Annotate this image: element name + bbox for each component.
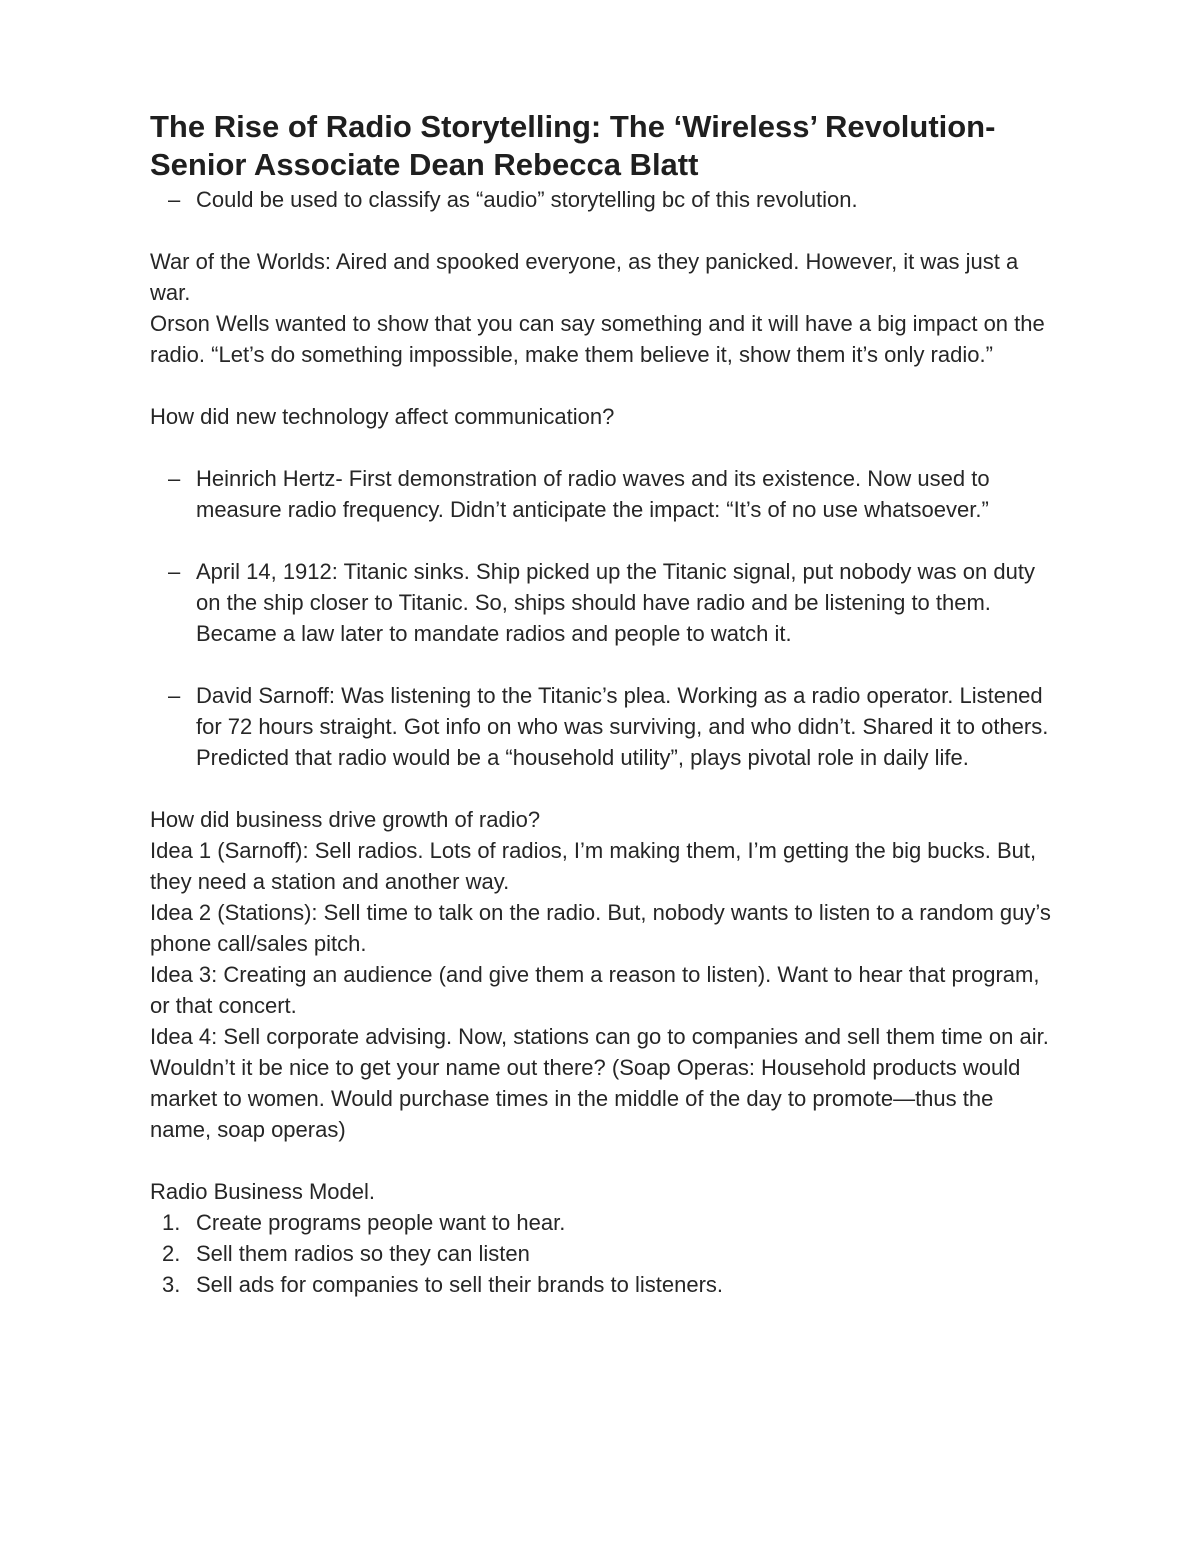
model-item-text: Create programs people want to hear.	[196, 1210, 566, 1235]
tech-item-text: Heinrich Hertz- First demonstration of radio waves and its existence. Now used to measure radio frequency. Didn’t anticipate the impact: “It’s of no use whatsoever.”	[196, 466, 990, 522]
dash-bullet: –	[168, 683, 181, 708]
model-item-text: Sell them radios so they can listen	[196, 1241, 530, 1266]
document-title: The Rise of Radio Storytelling: The ‘Wireless’ Revolution- Senior Associate Dean Rebecca Blatt	[150, 109, 996, 182]
list-number: 1.	[162, 1210, 181, 1235]
list-item	[150, 1238, 1055, 1269]
intro-list	[150, 184, 1055, 215]
business-question: How did business drive growth of radio?	[150, 807, 541, 832]
tech-list	[150, 463, 1055, 773]
list-number: 2.	[162, 1241, 181, 1266]
idea-paragraph: Idea 3: Creating an audience (and give them a reason to listen). Want to hear that program, or that concert.	[150, 962, 1040, 1018]
dash-bullet: –	[168, 187, 181, 212]
list-item	[150, 556, 1055, 649]
list-number: 3.	[162, 1272, 181, 1297]
idea-paragraph: Idea 1 (Sarnoff): Sell radios. Lots of radios, I’m making them, I’m getting the big bucks. But, they need a station and another way.	[150, 838, 1037, 894]
dash-bullet: –	[168, 559, 181, 584]
list-item	[150, 680, 1055, 773]
list-item	[150, 1207, 1055, 1238]
orson-wells-paragraph: Orson Wells wanted to show that you can say something and it will have a big impact on the radio. “Let’s do something impossible, make them believe it, show them it’s only radio.”	[150, 311, 1045, 367]
war-of-worlds-paragraph: War of the Worlds: Aired and spooked everyone, as they panicked. However, it was just a war.	[150, 249, 1019, 305]
model-list	[150, 1207, 1055, 1300]
model-item-text: Sell ads for companies to sell their brands to listeners.	[196, 1272, 724, 1297]
model-heading: Radio Business Model.	[150, 1179, 376, 1204]
idea-paragraph: Idea 4: Sell corporate advising. Now, stations can go to companies and sell them time on air. Wouldn’t it be nice to get your name out there? (Soap Operas: Household products would market to women. Would purchase times in the middle of the day to promote—thus the name, soap operas)	[150, 1024, 1049, 1142]
idea-paragraph: Idea 2 (Stations): Sell time to talk on the radio. But, nobody wants to listen to a random guy’s phone call/sales pitch.	[150, 900, 1051, 956]
list-item	[150, 184, 1055, 215]
document-page	[150, 108, 1055, 1300]
tech-question: How did new technology affect communication?	[150, 404, 615, 429]
tech-item-text: David Sarnoff: Was listening to the Titanic’s plea. Working as a radio operator. Listened for 72 hours straight. Got info on who was surviving, and who didn’t. Shared it to others. Predicted that radio would be a “household utility”, plays pivotal role in daily life.	[196, 683, 1049, 770]
intro-bullet-text: Could be used to classify as “audio” storytelling bc of this revolution.	[196, 187, 858, 212]
tech-item-text: April 14, 1912: Titanic sinks. Ship picked up the Titanic signal, put nobody was on duty on the ship closer to Titanic. So, ships should have radio and be listening to them. Became a law later to mandate radios and people to watch it.	[196, 559, 1035, 646]
dash-bullet: –	[168, 466, 181, 491]
document-body	[150, 184, 1055, 1300]
list-item	[150, 1269, 1055, 1300]
list-item	[150, 463, 1055, 525]
